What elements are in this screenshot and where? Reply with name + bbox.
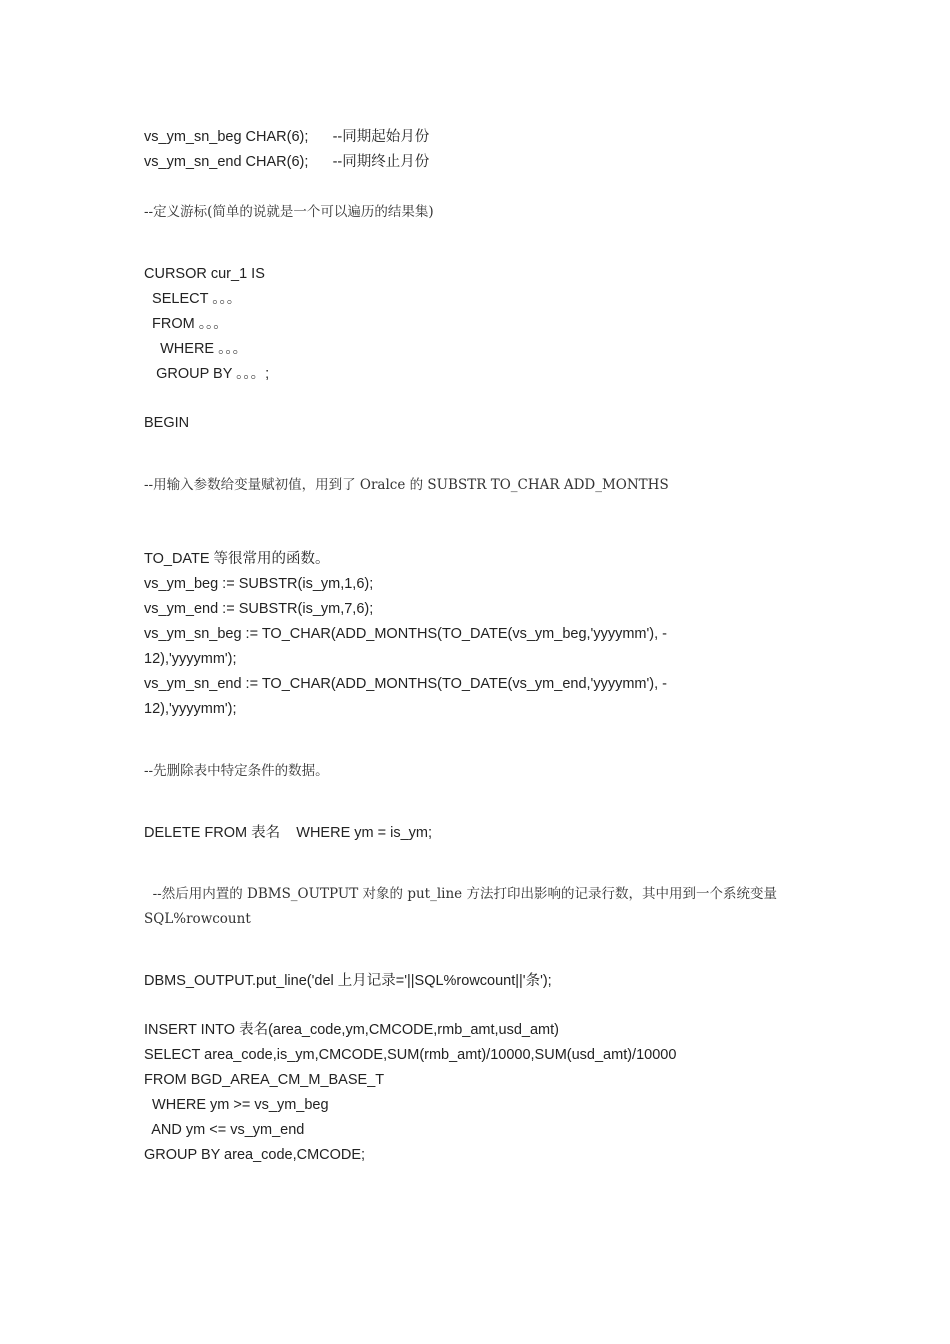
code-line-delete: DELETE FROM 表名 WHERE ym = is_ym; <box>144 825 433 841</box>
code-line-to-date-note: TO_DATE 等很常用的函数。 <box>144 551 330 567</box>
code-line-declare-sn-beg: vs_ym_sn_beg CHAR(6); --同期起始月份 <box>144 129 430 145</box>
code-line-assign-sn-end-cont: 12),'yyyymm'); <box>144 701 237 717</box>
code-line-assign-sn-beg: vs_ym_sn_beg := TO_CHAR(ADD_MONTHS(TO_DATE(vs_ym_beg,'yyyymm'), - <box>144 626 667 642</box>
comment-line-assign: --用输入参数给变量赋初值，用到了 Oralce 的 SUBSTR TO_CHAR ADD_MONTHS <box>144 477 669 493</box>
comment-line-put-line: --然后用内置的 DBMS_OUTPUT 对象的 put_line 方法打印出影响的记录行数，其中用到一个系统变量 <box>144 886 777 902</box>
comment-line-delete: --先删除表中特定条件的数据。 <box>144 763 329 779</box>
code-line-insert-where: WHERE ym >= vs_ym_beg <box>144 1097 329 1113</box>
code-line-select: SELECT 。。。 <box>144 291 242 307</box>
code-line-insert-select: SELECT area_code,is_ym,CMCODE,SUM(rmb_amt)/10000,SUM(usd_amt)/10000 <box>144 1047 677 1063</box>
comment-line-cursor: --定义游标(简单的说就是一个可以遍历的结果集) <box>144 204 434 220</box>
code-line-insert-group-by: GROUP BY area_code,CMCODE; <box>144 1147 366 1163</box>
code-line-assign-sn-end: vs_ym_sn_end := TO_CHAR(ADD_MONTHS(TO_DATE(vs_ym_end,'yyyymm'), - <box>144 676 667 692</box>
code-line-insert-and: AND ym <= vs_ym_end <box>144 1122 305 1138</box>
code-line-declare-sn-end: vs_ym_sn_end CHAR(6); --同期终止月份 <box>144 154 430 170</box>
code-line-assign-beg: vs_ym_beg := SUBSTR(is_ym,1,6); <box>144 576 374 592</box>
code-line-assign-sn-beg-cont: 12),'yyyymm'); <box>144 651 237 667</box>
code-line-put-line: DBMS_OUTPUT.put_line('del 上月记录='||SQL%rowcount||'条'); <box>144 973 552 989</box>
code-line-insert: INSERT INTO 表名(area_code,ym,CMCODE,rmb_amt,usd_amt) <box>144 1022 559 1038</box>
comment-line-rowcount: SQL%rowcount <box>144 911 251 927</box>
code-line-insert-from: FROM BGD_AREA_CM_M_BASE_T <box>144 1072 385 1088</box>
code-line-assign-end: vs_ym_end := SUBSTR(is_ym,7,6); <box>144 601 374 617</box>
code-line-where: WHERE 。。。 <box>144 341 248 357</box>
code-line-begin: BEGIN <box>144 415 190 431</box>
code-line-cursor: CURSOR cur_1 IS <box>144 266 265 282</box>
code-line-from: FROM 。。。 <box>144 316 228 332</box>
code-line-group-by: GROUP BY 。。。; <box>144 366 270 382</box>
